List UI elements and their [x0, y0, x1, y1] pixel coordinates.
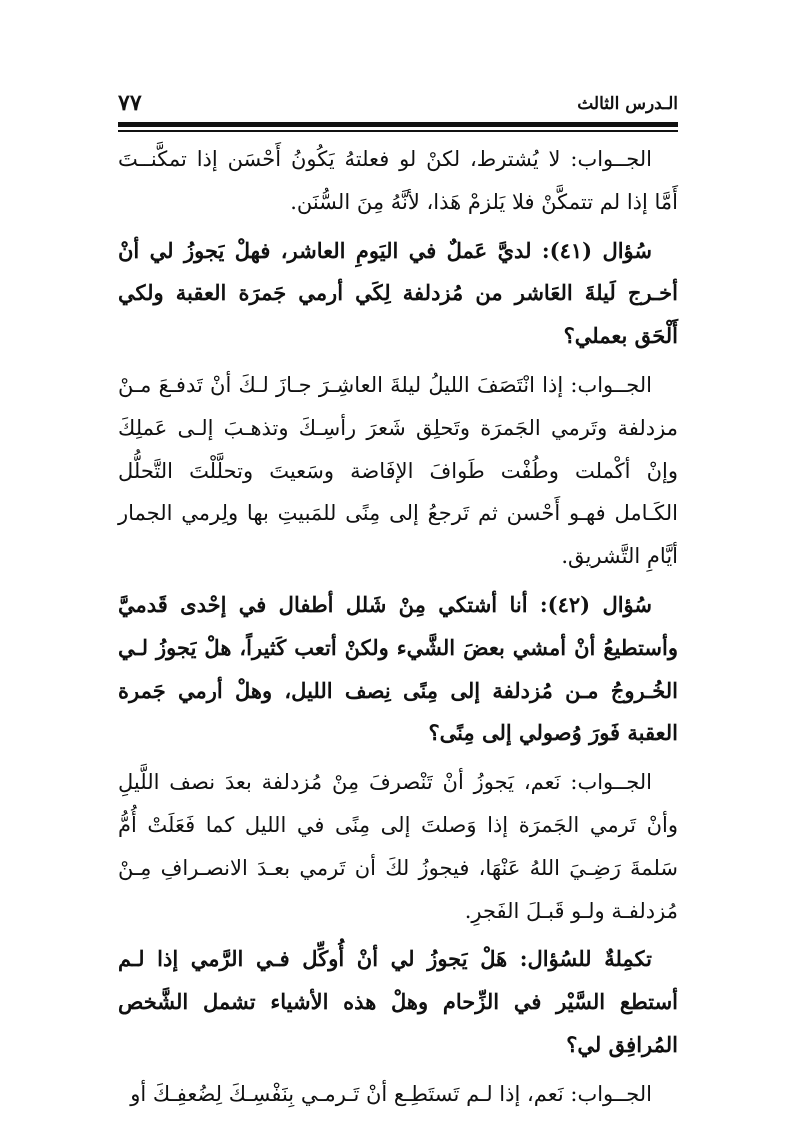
- header-rule-thin: [118, 130, 678, 132]
- answer-paragraph: الجــواب: إذا انْتَصَفَ الليلُ ليلةَ العاشِـرَ جـازَ لـكَ أنْ تَدفـعَ مـنْ مزدلفة وتَرمي الجَمرَة وتَحلِق شَعرَ رأسِـكَ وتذهـبَ إلـى عَملِكَ وإنْ أكْملت وطُفْت طَوافَ الإفَاضة وسَعيتَ وتحلَّلْتَ التَّحلُّل الكَـامل فهـو أَحْسن ثم تَرجعُ إلى مِنًى للمَبيتِ بها ولِرمي الجمار أيَّامِ التَّشريق.: [118, 372, 678, 569]
- answer-paragraph: الجــواب: نَعم، إذا لـم تَستَطِـع أنْ تَـرمـي بِنَفْسِـكَ لِضُعفِـكَ أو: [130, 1081, 652, 1106]
- header-rule-thick: [118, 122, 678, 127]
- question-supplement: تكمِلةٌ للسُؤال: هَلْ يَجوزُ لي أنْ أُوكِّل فـي الرَّمي إذا لـم أستطع السَّيْر في الزِّحام وهلْ هذه الأشياء تشمل الشَّخص المُرافِق لي؟: [118, 946, 678, 1057]
- answer-paragraph: الجــواب: نَعم، يَجوزُ أنْ تَنْصرفَ مِنْ مُزدلفة بعدَ نصف اللَّيلِ وأنْ تَرمي الجَمرَة إذا وَصلتَ إلى مِنًى في الليل كما فَعَلَتْ أُمُّ سَلمةَ رَضِـيَ اللهُ عَنْهَا، فيجوزُ لكَ أن تَرمي بعـدَ الانصـرافِ مِـنْ مُزدلفـة ولـو قَبـلَ الفَجرِ.: [118, 770, 678, 923]
- question-41: سُؤال (٤١): لديَّ عَملٌ في اليَومِ العاشر، فهلْ يَجوزُ لي أنْ أخـرج لَيلةَ العَاشر من مُزدلفة لِكَي أرمي جَمرَة العقبة ولكي أَلْحَق بعملي؟: [118, 237, 678, 349]
- page-number: ٧٧: [118, 90, 142, 116]
- page-body: [118, 138, 678, 1122]
- answer-paragraph: الجــواب: لا يُشترط، لكنْ لو فعلتهُ يَكُونُ أَحْسَن إذا تمكَّنــتَ أَمَّا إذا لم تتمكَّنْ فلا يَلزمْ هَذا، لأنَّهُ مِنَ السُّنَن.: [118, 147, 678, 214]
- question-42: سُؤال (٤٢): أنا أشتكي مِنْ شَلل أطفال في إحْدى قَدميَّ وأستطيعُ أنْ أمشي بعضَ الشَّيء ولكنْ أتعب كَثيراً، هلْ يَجوزُ لـي الخُـروجُ مـن مُزدلفة إلى مِنًى نِصف الليل، وهلْ أرمي جَمرة العقبة فَورَ وُصولي إلى مِنًى؟: [118, 591, 678, 746]
- chapter-title: الـدرس الثالث: [577, 94, 678, 114]
- page-header: [118, 88, 678, 122]
